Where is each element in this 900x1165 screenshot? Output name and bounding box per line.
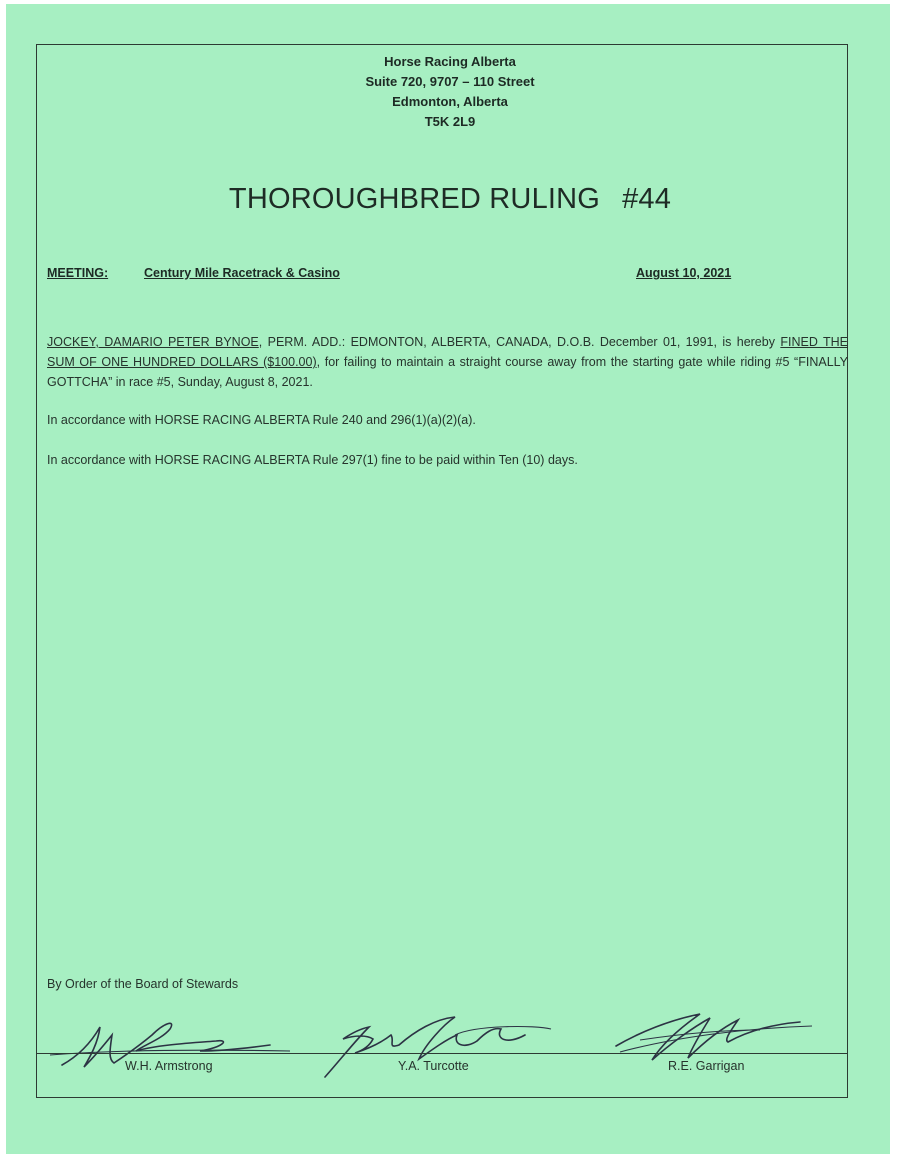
ruling-title-text: THOROUGHBRED RULING xyxy=(228,183,601,215)
fine-amount: FINED THE SUM OF ONE HUNDRED DOLLARS ($100.00) xyxy=(47,335,848,369)
ruling-paragraph-rule-240: In accordance with HORSE RACING ALBERTA Rule 240 and 296(1)(a)(2)(a). xyxy=(47,413,476,427)
steward-turcotte: Y.A. Turcotte xyxy=(398,1059,469,1073)
postal-code: T5K 2L9 xyxy=(424,114,476,129)
org-name: Horse Racing Alberta xyxy=(384,54,516,69)
steward-garrigan: R.E. Garrigan xyxy=(668,1059,745,1073)
ruling-paragraph-rule-297: In accordance with HORSE RACING ALBERTA Rule 297(1) fine to be paid within Ten (10) days. xyxy=(47,453,578,467)
order-text: By Order of the Board of Stewards xyxy=(47,977,239,991)
ruling-title xyxy=(0,183,900,216)
steward-armstrong: W.H. Armstrong xyxy=(125,1059,213,1073)
jockey-name: JOCKEY, DAMARIO PETER BYNOE xyxy=(47,335,259,349)
signature-line xyxy=(37,1053,848,1054)
paragraph1-mid: , PERM. ADD.: EDMONTON, ALBERTA, CANADA, D.O.B. December 01, 1991, is hereby xyxy=(258,335,781,349)
meeting-date: August 10, 2021 xyxy=(636,266,732,280)
armstrong-signature xyxy=(40,1005,300,1085)
paragraph1-end: , for failing to maintain a straight course away from the starting gate while riding #5 “FINALLY GOTTCHA” in race #5, Sunday, August 8, 2021. xyxy=(47,355,849,389)
address-block xyxy=(0,52,900,132)
turcotte-signature xyxy=(315,1005,555,1085)
ruling-number: #44 xyxy=(622,183,672,215)
ruling-paragraph-fine xyxy=(47,332,848,392)
address-line2: Edmonton, Alberta xyxy=(392,94,508,109)
meeting-venue: Century Mile Racetrack & Casino xyxy=(144,266,340,280)
address-line1: Suite 720, 9707 – 110 Street xyxy=(365,74,535,89)
meeting-label: MEETING: xyxy=(47,266,109,280)
